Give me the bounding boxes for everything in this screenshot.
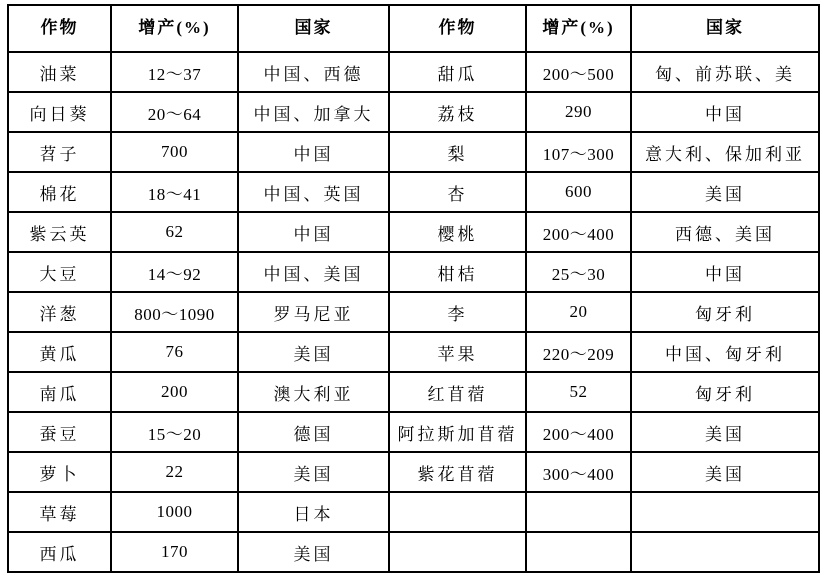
header-cell: 增产(%) — [111, 5, 238, 52]
table-cell: 西瓜 — [8, 532, 111, 572]
table-cell — [631, 492, 819, 532]
table-cell: 600 — [526, 172, 631, 212]
table-row — [8, 52, 819, 92]
header-cell: 国家 — [238, 5, 389, 52]
table-cell: 萝卜 — [8, 452, 111, 492]
header-cell: 作物 — [8, 5, 111, 52]
table-cell: 红苜蓿 — [389, 372, 526, 412]
table-cell: 76 — [111, 332, 238, 372]
table-row — [8, 252, 819, 292]
table-cell: 南瓜 — [8, 372, 111, 412]
table-cell: 黄瓜 — [8, 332, 111, 372]
table-cell: 向日葵 — [8, 92, 111, 132]
table-cell: 170 — [111, 532, 238, 572]
table-cell: 25～30 — [526, 252, 631, 292]
table-cell: 12～37 — [111, 52, 238, 92]
table-cell: 美国 — [238, 452, 389, 492]
table-cell: 荔枝 — [389, 92, 526, 132]
table-cell: 棉花 — [8, 172, 111, 212]
table-cell: 大豆 — [8, 252, 111, 292]
table-cell: 52 — [526, 372, 631, 412]
table-cell: 西德、美国 — [631, 212, 819, 252]
table-cell: 中国、加拿大 — [238, 92, 389, 132]
table-cell: 200～400 — [526, 412, 631, 452]
table-cell: 紫云英 — [8, 212, 111, 252]
table-cell: 300～400 — [526, 452, 631, 492]
table-cell: 62 — [111, 212, 238, 252]
table-cell: 中国、英国 — [238, 172, 389, 212]
table-cell: 290 — [526, 92, 631, 132]
table-cell — [526, 492, 631, 532]
table-cell: 匈牙利 — [631, 292, 819, 332]
table-cell: 中国、美国 — [238, 252, 389, 292]
table-cell — [389, 532, 526, 572]
table-row — [8, 92, 819, 132]
table-cell: 中国 — [631, 92, 819, 132]
table-row — [8, 532, 819, 572]
table-cell: 洋葱 — [8, 292, 111, 332]
table-cell: 15～20 — [111, 412, 238, 452]
table-cell: 107～300 — [526, 132, 631, 172]
table-cell: 中国 — [238, 132, 389, 172]
table-header-row — [8, 5, 819, 52]
table-cell: 220～209 — [526, 332, 631, 372]
table-row — [8, 212, 819, 252]
table-cell — [526, 532, 631, 572]
table-cell: 200～500 — [526, 52, 631, 92]
table-cell: 樱桃 — [389, 212, 526, 252]
table-cell: 美国 — [631, 412, 819, 452]
table-cell: 800～1090 — [111, 292, 238, 332]
table-row — [8, 452, 819, 492]
table-row — [8, 172, 819, 212]
header-cell: 国家 — [631, 5, 819, 52]
table-cell: 700 — [111, 132, 238, 172]
table-cell: 阿拉斯加苜蓿 — [389, 412, 526, 452]
header-cell: 作物 — [389, 5, 526, 52]
table-cell: 苹果 — [389, 332, 526, 372]
table-cell: 梨 — [389, 132, 526, 172]
table-cell: 美国 — [238, 532, 389, 572]
table-cell: 杏 — [389, 172, 526, 212]
table-cell: 中国 — [631, 252, 819, 292]
table-row — [8, 492, 819, 532]
table-cell: 14～92 — [111, 252, 238, 292]
table-row — [8, 372, 819, 412]
table-cell: 20 — [526, 292, 631, 332]
table-row — [8, 332, 819, 372]
table-cell: 美国 — [631, 172, 819, 212]
table-cell: 200 — [111, 372, 238, 412]
table-cell: 匈、前苏联、美 — [631, 52, 819, 92]
table-cell: 紫花苜蓿 — [389, 452, 526, 492]
table-cell: 22 — [111, 452, 238, 492]
table-cell: 18～41 — [111, 172, 238, 212]
table-cell: 澳大利亚 — [238, 372, 389, 412]
table-cell: 草莓 — [8, 492, 111, 532]
table-cell: 甜瓜 — [389, 52, 526, 92]
table-cell: 日本 — [238, 492, 389, 532]
table-cell: 德国 — [238, 412, 389, 452]
table-cell: 蚕豆 — [8, 412, 111, 452]
table-cell — [389, 492, 526, 532]
table-cell: 1000 — [111, 492, 238, 532]
header-cell: 增产(%) — [526, 5, 631, 52]
table-cell: 李 — [389, 292, 526, 332]
table-cell: 罗马尼亚 — [238, 292, 389, 332]
table-cell: 苕子 — [8, 132, 111, 172]
table-cell: 匈牙利 — [631, 372, 819, 412]
table-cell: 中国、匈牙利 — [631, 332, 819, 372]
table-cell: 意大利、保加利亚 — [631, 132, 819, 172]
table-cell: 中国、西德 — [238, 52, 389, 92]
crop-yield-table — [7, 4, 820, 573]
document-page — [7, 4, 820, 573]
table-cell: 柑桔 — [389, 252, 526, 292]
table-cell: 中国 — [238, 212, 389, 252]
table-cell: 油菜 — [8, 52, 111, 92]
table-cell — [631, 532, 819, 572]
table-cell: 美国 — [238, 332, 389, 372]
table-row — [8, 292, 819, 332]
table-cell: 20～64 — [111, 92, 238, 132]
table-row — [8, 132, 819, 172]
table-cell: 200～400 — [526, 212, 631, 252]
table-cell: 美国 — [631, 452, 819, 492]
table-row — [8, 412, 819, 452]
